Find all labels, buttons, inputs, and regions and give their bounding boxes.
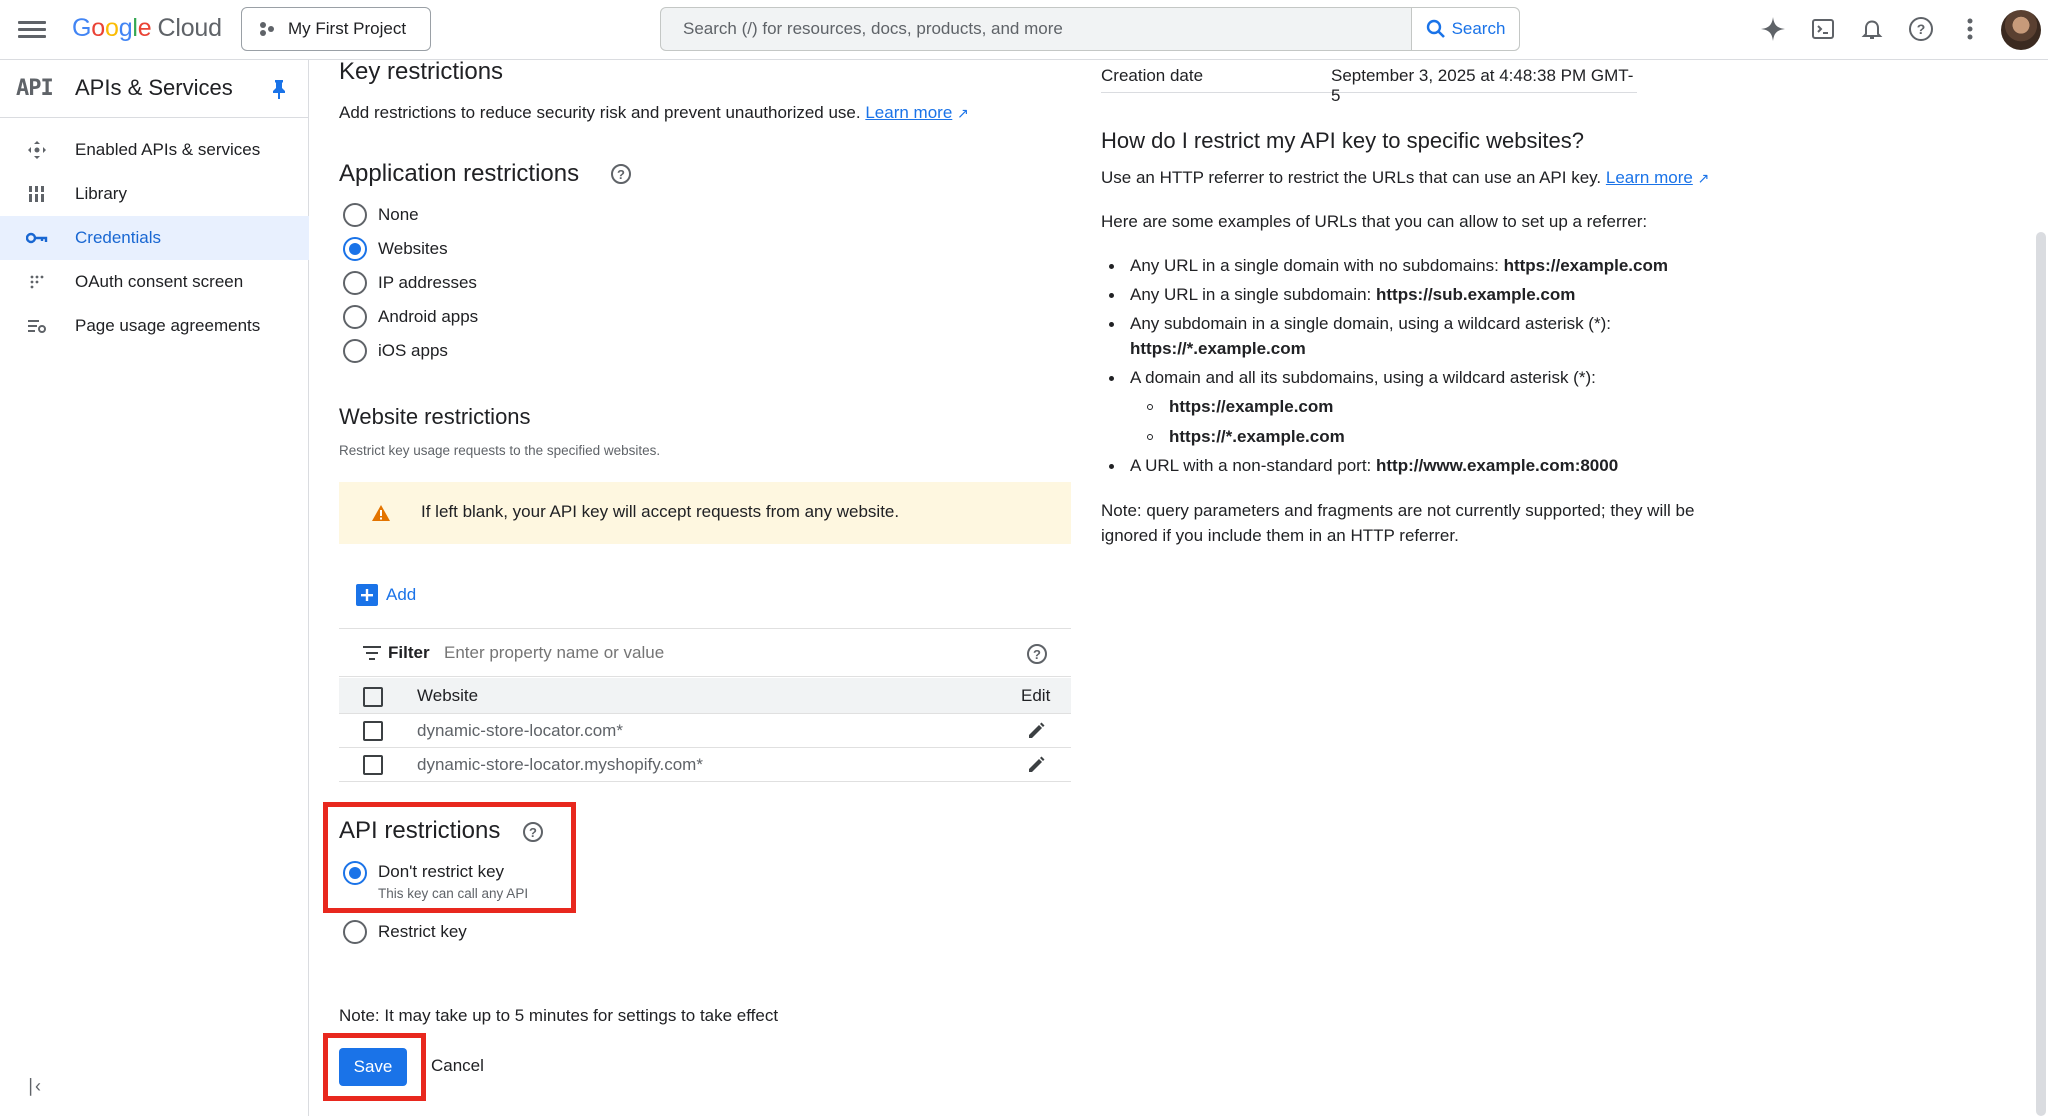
cloud-shell-icon[interactable] [1808, 14, 1838, 44]
save-button[interactable]: Save [339, 1048, 407, 1086]
bullet-item: Any subdomain in a single domain, using a wildcard asterisk (*): [1130, 314, 1611, 333]
edit-pencil-icon[interactable] [1027, 722, 1045, 740]
google-cloud-logo[interactable]: Google Cloud [72, 14, 222, 42]
search-button[interactable]: Search [1411, 8, 1519, 50]
radio-label-restrict-key: Restrict key [378, 922, 467, 941]
more-vert-icon[interactable] [1955, 14, 1985, 44]
website-restrictions-desc: Restrict key usage requests to the specified websites. [339, 443, 661, 458]
collapse-sidebar-icon[interactable]: ∣‹ [26, 1076, 41, 1096]
key-restrictions-title: Key restrictions [339, 58, 504, 85]
radio-label-android: Android apps [378, 307, 479, 326]
radio-ios-apps[interactable] [343, 339, 367, 363]
sidebar-item-credentials[interactable]: Credentials [0, 216, 309, 260]
warning-banner [339, 482, 1071, 544]
creation-date-value: September 3, 2025 at 4:48:38 PM GMT-5 [1331, 66, 1634, 105]
help-note: Note: query parameters and fragments are not currently supported; they will be ignored if you include them in an HTTP referrer. [1101, 501, 1695, 545]
bullet-item: A URL with a non-standard port: http://www.example.com:8000 [1130, 456, 1619, 475]
api-logo-icon: API [16, 76, 53, 101]
bullet [1109, 464, 1114, 469]
filter-icon [363, 646, 381, 660]
scrollbar[interactable] [2036, 232, 2046, 1116]
bullet-item: Any URL in a single domain with no subdomains: https://example.com [1130, 256, 1668, 275]
sidebar-header [0, 60, 309, 118]
warning-icon [371, 504, 391, 522]
search-icon [1426, 19, 1446, 39]
bullet [1109, 264, 1114, 269]
oauth-icon [26, 271, 48, 293]
table-row [339, 714, 1071, 748]
cancel-button[interactable]: Cancel [431, 1056, 484, 1075]
sub-bullet-item: https://*.example.com [1169, 427, 1345, 446]
filter-help-icon[interactable]: ? [1027, 644, 1047, 664]
radio-none[interactable] [343, 203, 367, 227]
examples-intro: Here are some examples of URLs that you can allow to set up a referrer: [1101, 212, 1648, 231]
warning-text: If left blank, your API key will accept requests from any website. [421, 502, 900, 521]
user-avatar[interactable] [2001, 10, 2041, 50]
creation-date-label: Creation date [1101, 66, 1204, 85]
bullet [1109, 293, 1114, 298]
radio-ip-addresses[interactable] [343, 271, 367, 295]
creation-date-row [1101, 66, 1637, 105]
table-row [339, 748, 1071, 782]
help-intro: Use an HTTP referrer to restrict the URLs that can use an API key. Learn more ↗ [1101, 168, 1710, 187]
add-button[interactable]: Add [356, 584, 416, 606]
select-all-checkbox[interactable] [363, 687, 383, 707]
external-link-icon: ↗ [957, 105, 969, 121]
radio-label-none: None [378, 205, 419, 224]
bullet-item-cont: https://*.example.com [1130, 339, 1306, 358]
col-header-website: Website [417, 686, 479, 705]
top-bar [0, 0, 2048, 60]
sidebar-item-enabled-apis[interactable]: Enabled APIs & services [0, 128, 309, 172]
sidebar-item-page-usage[interactable]: Page usage agreements [0, 304, 309, 348]
filter-input[interactable] [444, 639, 964, 667]
settings-note: Note: It may take up to 5 minutes for settings to take effect [339, 1006, 779, 1025]
bullet [1109, 376, 1114, 381]
help-icon[interactable] [1906, 14, 1936, 44]
radio-websites[interactable] [343, 237, 367, 261]
learn-more-link[interactable]: Learn more [865, 103, 953, 122]
website-cell: dynamic-store-locator.com* [417, 721, 623, 740]
radio-restrict-key[interactable] [343, 920, 367, 944]
radio-label-websites: Websites [378, 239, 448, 258]
svg-text:?: ? [1916, 21, 1926, 37]
bullet-item: Any URL in a single subdomain: https://sub.example.com [1130, 285, 1576, 304]
library-icon [26, 183, 48, 205]
sub-bullet-item: https://example.com [1169, 397, 1334, 416]
project-picker-button[interactable] [241, 7, 431, 51]
radio-android-apps[interactable] [343, 305, 367, 329]
pin-icon[interactable] [268, 78, 290, 100]
key-icon [26, 227, 48, 249]
radio-label-ip: IP addresses [378, 273, 477, 292]
sidebar [0, 60, 309, 1116]
sidebar-item-library[interactable]: Library [0, 172, 309, 216]
external-link-icon: ↗ [1697, 170, 1710, 186]
api-restrictions-title: API restrictions [339, 817, 501, 844]
col-header-edit: Edit [1021, 686, 1051, 705]
gemini-sparkle-icon[interactable] [1758, 14, 1788, 44]
add-icon [356, 584, 378, 606]
radio-dont-restrict-key[interactable] [343, 861, 367, 885]
bullet-item: A domain and all its subdomains, using a wildcard asterisk (*): [1130, 368, 1596, 387]
app-restrictions-title: Application restrictions [339, 160, 580, 187]
search-box [660, 7, 1520, 51]
diamond-arrows-icon [26, 139, 48, 161]
sidebar-item-oauth-consent[interactable]: OAuth consent screen [0, 260, 309, 304]
radio-label-ios: iOS apps [378, 341, 448, 360]
sub-bullet [1147, 434, 1153, 440]
help-title: How do I restrict my API key to specific websites? [1101, 128, 1584, 153]
bullet [1109, 322, 1114, 327]
project-icon [258, 20, 276, 38]
project-name: My First Project [288, 19, 407, 38]
api-help-icon[interactable]: ? [523, 822, 543, 842]
sub-bullet [1147, 404, 1153, 410]
sidebar-title: APIs & Services [75, 75, 233, 100]
menu-icon[interactable] [18, 17, 46, 41]
edit-pencil-icon[interactable] [1027, 756, 1045, 774]
table-header [339, 678, 1071, 714]
filter-label: Filter [388, 643, 430, 662]
row-checkbox[interactable] [363, 755, 383, 775]
radio-sublabel-dont-restrict: This key can call any API [378, 886, 529, 901]
key-restrictions-desc: Add restrictions to reduce security risk and prevent unauthorized use. Learn more ↗ [339, 103, 969, 122]
filter-bar [339, 628, 1071, 677]
help-circle-icon[interactable]: ? [611, 164, 631, 184]
website-restrictions-title: Website restrictions [339, 404, 531, 429]
website-cell: dynamic-store-locator.myshopify.com* [417, 755, 703, 774]
row-checkbox[interactable] [363, 721, 383, 741]
notifications-bell-icon[interactable] [1857, 14, 1887, 44]
radio-label-dont-restrict: Don't restrict key [378, 862, 505, 881]
settings-list-icon [26, 315, 48, 337]
help-learn-more-link[interactable]: Learn more [1605, 168, 1693, 187]
search-input[interactable] [683, 8, 1383, 50]
